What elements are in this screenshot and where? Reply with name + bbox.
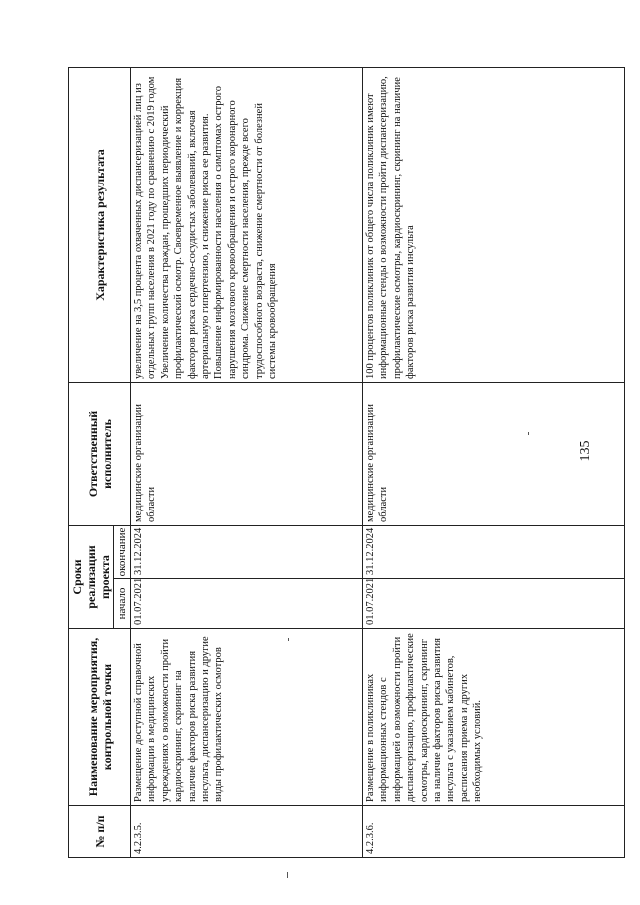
row-start: 01.07.2021 — [131, 579, 363, 629]
row-result: 100 процентов поликлиник от общего числа поликлиник имеют информационные стенды о возможности пройти диспансеризацию, профилактические осмотры, кардиоскрининг, скрининг на наличие факторов риска развития инсульта — [363, 67, 625, 382]
row-end: 31.12.2024 — [131, 525, 363, 578]
row-name: Размещение в поликлиниках информационных стендов с информацией о возможности пройти диспансеризацию, профилактические осмотры, кардиоскрининг, скрининг на наличие факторов риска развития инсульта с указанием кабинетов, расписания приема и других необходимых условий. — [363, 629, 625, 806]
header-name: Наименование мероприятия, контрольной точки — [69, 629, 131, 806]
scan-mark — [288, 638, 289, 641]
row-end: 31.12.2024 — [363, 525, 625, 578]
measures-table — [68, 67, 625, 858]
header-terms: Сроки реализации проекта — [69, 525, 114, 628]
row-name: Размещение доступной справочной информации в медицинских учреждениях о возможности пройти кардиоскрининг, скрининг на наличие факторов риска развития инсульта, диспансеризацию и другие виды профилактических осмотров — [131, 629, 363, 806]
row-executor: медицинские организации области — [363, 382, 625, 525]
row-executor: медицинские организации области — [131, 382, 363, 525]
row-start: 01.07.2021 — [363, 579, 625, 629]
header-start: начало — [114, 579, 131, 629]
header-num: № п/п — [69, 806, 131, 858]
header-executor: Ответственный исполнитель — [69, 382, 131, 525]
table-row — [131, 67, 363, 857]
header-result: Характеристика результата — [69, 67, 131, 382]
table-header-row — [69, 67, 114, 857]
header-end: окончание — [114, 525, 131, 578]
scan-mark — [287, 872, 288, 878]
row-num: 4.2.3.6. — [363, 806, 625, 858]
row-num: 4.2.3.5. — [131, 806, 363, 858]
rotated-page-content — [68, 68, 626, 858]
row-result: увеличение на 3,5 процента охваченных диспансеризацией лиц из отдельных групп населения в 2021 году по сравнению с 2019 годом Увеличение количества граждан, прошедших периодический профилактический осмотр. Своевременное выявление и коррекция факторов риска сердечно-сосудистых заболеваний, включая артериальную гипертензию, и снижение риска ее развития. Повышение информированности населения о симптомах острого нарушения мозгового кровообращения и острого коронарного синдрома. Снижение смертности населения, прежде всего трудоспособного возраста, снижение смертности от болезней системы кровообращения — [131, 67, 363, 382]
scan-mark — [528, 432, 529, 435]
page-number: 135 — [578, 440, 593, 462]
